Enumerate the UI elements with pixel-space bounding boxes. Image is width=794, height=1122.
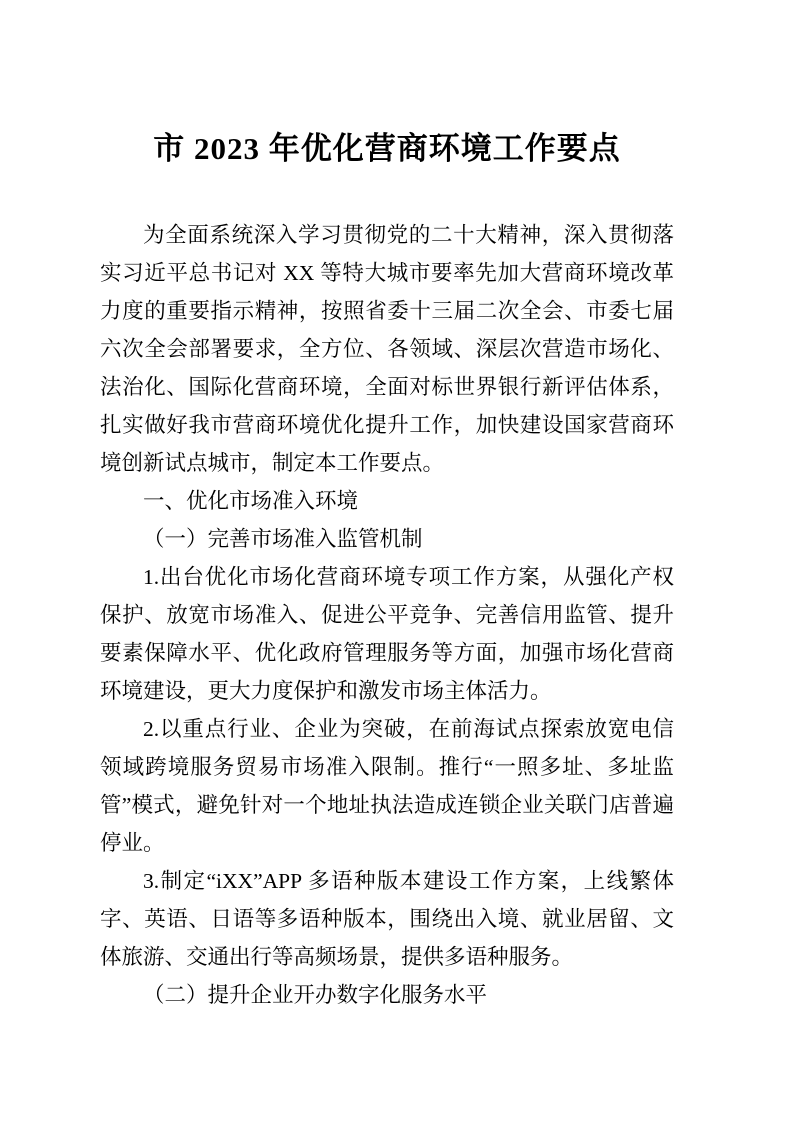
paragraph: 为全面系统深入学习贯彻党的二十大精神，深入贯彻落实习近平总书记对 XX 等特大城市要率先加大营商环境改革力度的重要指示精神，按照省委十三届二次全会、市委七届六次全会部署要求，全方位、各领域、深层次营造市场化、 法治化、国际化营商环境，全面对标世界银行新评估体系， 扎实做好我市营商环境优化提升工作，加快建设国家营商环境创新试点城市，制定本工作要点。 bbox=[100, 223, 674, 475]
document-body bbox=[100, 216, 674, 1014]
section-heading: 一、优化市场准入环境 bbox=[143, 489, 359, 513]
section-heading: （二）提升企业开办数字化服务水平 bbox=[143, 983, 488, 1007]
paragraph: 2.以重点行业、企业为突破，在前海试点探索放宽电信领域跨境服务贸易市场准入限制。推行“一照多址、多址监管”模式，避免针对一个地址执法造成连锁企业关联门店普遍停业。 bbox=[100, 717, 674, 855]
paragraph: 1.出台优化市场化营商环境专项工作方案，从强化产权保护、放宽市场准入、促进公平竞争、完善信用监管、提升要素保障水平、优化政府管理服务等方面，加强市场化营商环境建设，更大力度保护和激发市场主体活力。 bbox=[100, 565, 674, 703]
section-heading: （一）完善市场准入监管机制 bbox=[143, 527, 423, 551]
document-title: 市 2023 年优化营商环境工作要点 bbox=[153, 131, 621, 166]
paragraph: 3.制定“iXX”APP 多语种版本建设工作方案，上线繁体字、英语、日语等多语种版本，围绕出入境、就业居留、文体旅游、交通出行等高频场景，提供多语种服务。 bbox=[100, 869, 674, 969]
